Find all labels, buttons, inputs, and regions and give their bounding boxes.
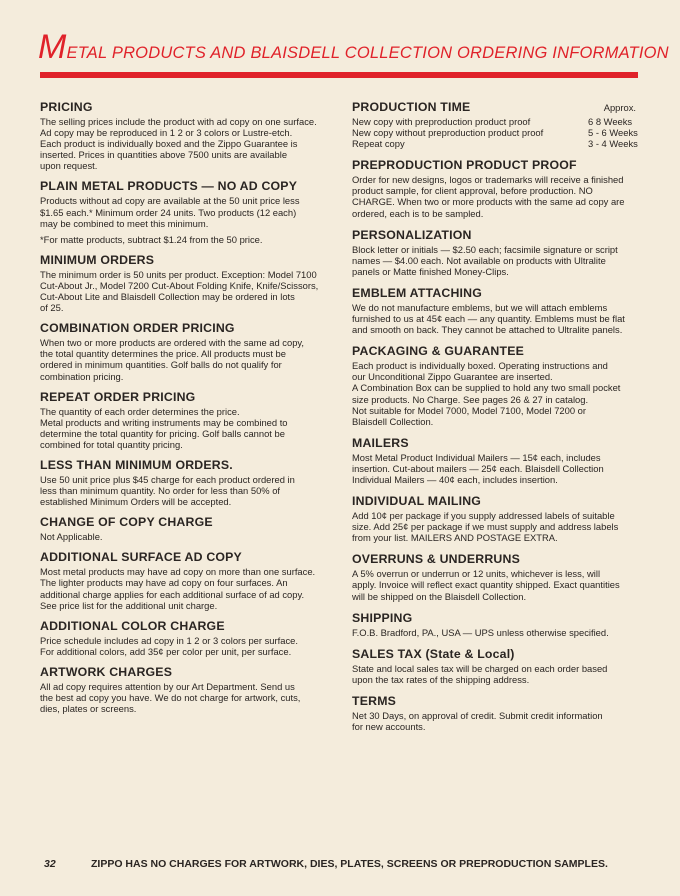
- title-rule: [40, 72, 638, 78]
- section-body: Net 30 Days, on approval of credit. Submit credit information for new accounts.: [352, 709, 603, 732]
- section-heading: CHANGE OF COPY CHARGE: [40, 515, 213, 530]
- left-column: [40, 100, 332, 722]
- section-heading: MAILERS: [352, 435, 409, 450]
- production-time-header: [352, 100, 644, 116]
- section-additional-color: [40, 619, 332, 657]
- section-heading: COMBINATION ORDER PRICING: [40, 321, 235, 336]
- production-row-label: Repeat copy: [352, 138, 405, 150]
- production-row: [352, 116, 644, 127]
- section-emblem-attaching: [352, 286, 644, 335]
- section-heading: SALES TAX (State & Local): [352, 646, 515, 661]
- section-plain-metal-products: [40, 179, 332, 244]
- section-heading: PLAIN METAL PRODUCTS — NO AD COPY: [40, 179, 298, 194]
- section-additional-surface: [40, 550, 332, 610]
- section-heading: LESS THAN MINIMUM ORDERS.: [40, 457, 233, 472]
- production-row-value: 5 - 6 Weeks: [588, 127, 638, 139]
- section-body: Use 50 unit price plus $45 charge for each product ordered in less than minimum quantity. No order for less than 50% of established Minimum Orders will be accepted.: [40, 473, 295, 508]
- section-shipping: [352, 611, 644, 638]
- section-heading: PACKAGING & GUARANTEE: [352, 344, 525, 359]
- section-heading: EMBLEM ATTACHING: [352, 285, 483, 300]
- section-pricing: [40, 100, 332, 171]
- section-heading: SHIPPING: [352, 610, 413, 625]
- section-body: The quantity of each order determines the price. Metal products and writing instruments may be combined to determine the total quantity for pricing. Golf balls cannot be combined for total quantity pricing.: [40, 405, 288, 450]
- section-heading: OVERRUNS & UNDERRUNS: [352, 552, 520, 567]
- section-heading: TERMS: [352, 693, 397, 708]
- section-packaging-guarantee: [352, 344, 644, 427]
- section-heading: PRODUCTION TIME: [352, 100, 471, 114]
- section-body: Each product is individually boxed. Operating instructions and our Unconditional Zippo Guarantee are inserted. A Combination Box can be supplied to hold any two small pocket size products. No Charge. See pages 26 & 27 in catalog. Not suitable for Model 7000, Model 7100, Model 7200 or Blaisdell Collection.: [352, 360, 621, 427]
- section-body: Order for new designs, logos or trademarks will receive a finished product sample, for client approval, before production. NO CHARGE. When two or more products with the same ad copy are ordered, each is to be sampled.: [352, 174, 625, 219]
- page-title: [38, 30, 669, 64]
- section-minimum-orders: [40, 253, 332, 313]
- section-artwork-charges: [40, 665, 332, 714]
- section-repeat-order-pricing: [40, 390, 332, 450]
- section-less-than-minimum: [40, 458, 332, 507]
- section-heading: MINIMUM ORDERS: [40, 252, 155, 267]
- section-body: The selling prices include the product with ad copy on one surface. Ad copy may be reproduced in 1 2 or 3 colors or Lustre-etch. Each product is individually boxed and the Zippo Guarantee is inserted. Prices in quantities above 7500 units are available upon request.: [40, 116, 317, 172]
- section-body: State and local sales tax will be charged on each order based upon the tax rates of the shipping address.: [352, 662, 608, 685]
- section-production-time: [352, 100, 644, 149]
- section-body: When two or more products are ordered with the same ad copy, the total quantity determines the price. All products must be ordered in minimum quantities. Golf balls do not qualify for combination pricing.: [40, 337, 305, 382]
- section-body: The minimum order is 50 units per product. Exception: Model 7100 Cut-About Jr., Model 7200 Cut-About Folding Knife, Knife/Scissors, Cut-About Lite and Blaisdell Collection may be ordered in lots of 25.: [40, 268, 319, 314]
- section-mailers: [352, 436, 644, 485]
- production-row-value: 6 8 Weeks: [588, 116, 633, 127]
- title-initial: M: [38, 28, 67, 66]
- section-combination-order-pricing: [40, 321, 332, 381]
- section-footnote: *For matte products, subtract $1.24 from the 50 price.: [40, 233, 263, 245]
- footer-note: ZIPPO HAS NO CHARGES FOR ARTWORK, DIES, PLATES, SCREENS OR PREPRODUCTION SAMPLES.: [91, 858, 608, 870]
- section-body: A 5% overrun or underrun or 12 units, whichever is less, will apply. Invoice will reflect exact quantity shipped. Exact quantities will be shipped on the Blaisdell Collection.: [352, 568, 620, 602]
- right-column: [352, 100, 644, 741]
- production-row-value: 3 - 4 Weeks: [588, 138, 638, 150]
- section-heading: ADDITIONAL COLOR CHARGE: [40, 618, 225, 633]
- title-rest: ETAL PRODUCTS AND BLAISDELL COLLECTION ORDERING INFORMATION: [66, 44, 669, 62]
- section-heading: REPEAT ORDER PRICING: [40, 389, 196, 404]
- approx-label: Approx.: [603, 102, 636, 113]
- section-change-of-copy: [40, 515, 332, 542]
- section-heading: PRICING: [40, 100, 93, 114]
- production-row: [352, 138, 644, 149]
- page-number: 32: [44, 858, 56, 870]
- section-preproduction-proof: [352, 158, 644, 218]
- section-terms: [352, 694, 644, 732]
- section-heading: ARTWORK CHARGES: [40, 664, 173, 679]
- section-body: Block letter or initials — $2.50 each; facsimile signature or script names — $4.00 each. Not available on products with Ultralite panels or Matte finished Money-Clips.: [352, 243, 618, 277]
- section-individual-mailing: [352, 494, 644, 543]
- section-body: Price schedule includes ad copy in 1 2 or 3 colors per surface. For additional colors, add 35¢ per color per unit, per surface.: [40, 634, 298, 657]
- page-footer: [44, 858, 644, 870]
- section-body: Add 10¢ per package if you supply addressed labels of suitable size. Add 25¢ per package if we must supply and address labels from your list. MAILERS AND POSTAGE EXTRA.: [352, 510, 619, 544]
- section-body: All ad copy requires attention by our Art Department. Send us the best ad copy you have. We do not charge for artwork, cuts, dies, plates or screens.: [40, 680, 301, 715]
- section-heading: PERSONALIZATION: [352, 227, 472, 242]
- production-row-label: New copy without preproduction product proof: [352, 127, 544, 139]
- section-heading: PREPRODUCTION PRODUCT PROOF: [352, 158, 577, 173]
- section-overruns-underruns: [352, 552, 644, 601]
- section-sales-tax: [352, 647, 644, 685]
- production-row-label: New copy with preproduction product proof: [352, 116, 531, 127]
- section-body: Most metal products may have ad copy on more than one surface. The lighter products may have ad copy on four surfaces. An additional charge applies for each additional surface of ad copy. See price list for the additional unit charge.: [40, 566, 316, 611]
- section-personalization: [352, 228, 644, 277]
- section-body: Most Metal Product Individual Mailers — 15¢ each, includes insertion. Cut-about mailers — 25¢ each. Blaisdell Collection Individual Mailers — 40¢ each, includes insertion.: [352, 451, 604, 485]
- section-body: F.O.B. Bradford, PA., USA — UPS unless otherwise specified.: [352, 626, 609, 638]
- section-body: Products without ad copy are available at the 50 unit price less $1.65 each.* Minimum order 24 units. Two products (12 each) may be combined to meet this minimum.: [40, 195, 300, 229]
- section-heading: INDIVIDUAL MAILING: [352, 494, 482, 509]
- production-row: [352, 127, 644, 138]
- section-body: We do not manufacture emblems, but we will attach emblems furnished to us at 45¢ each — any quantity. Emblems must be flat and smooth on back. They cannot be attached to Ultralite panels.: [352, 301, 625, 336]
- section-heading: ADDITIONAL SURFACE AD COPY: [40, 550, 242, 565]
- section-body: Not Applicable.: [40, 531, 103, 543]
